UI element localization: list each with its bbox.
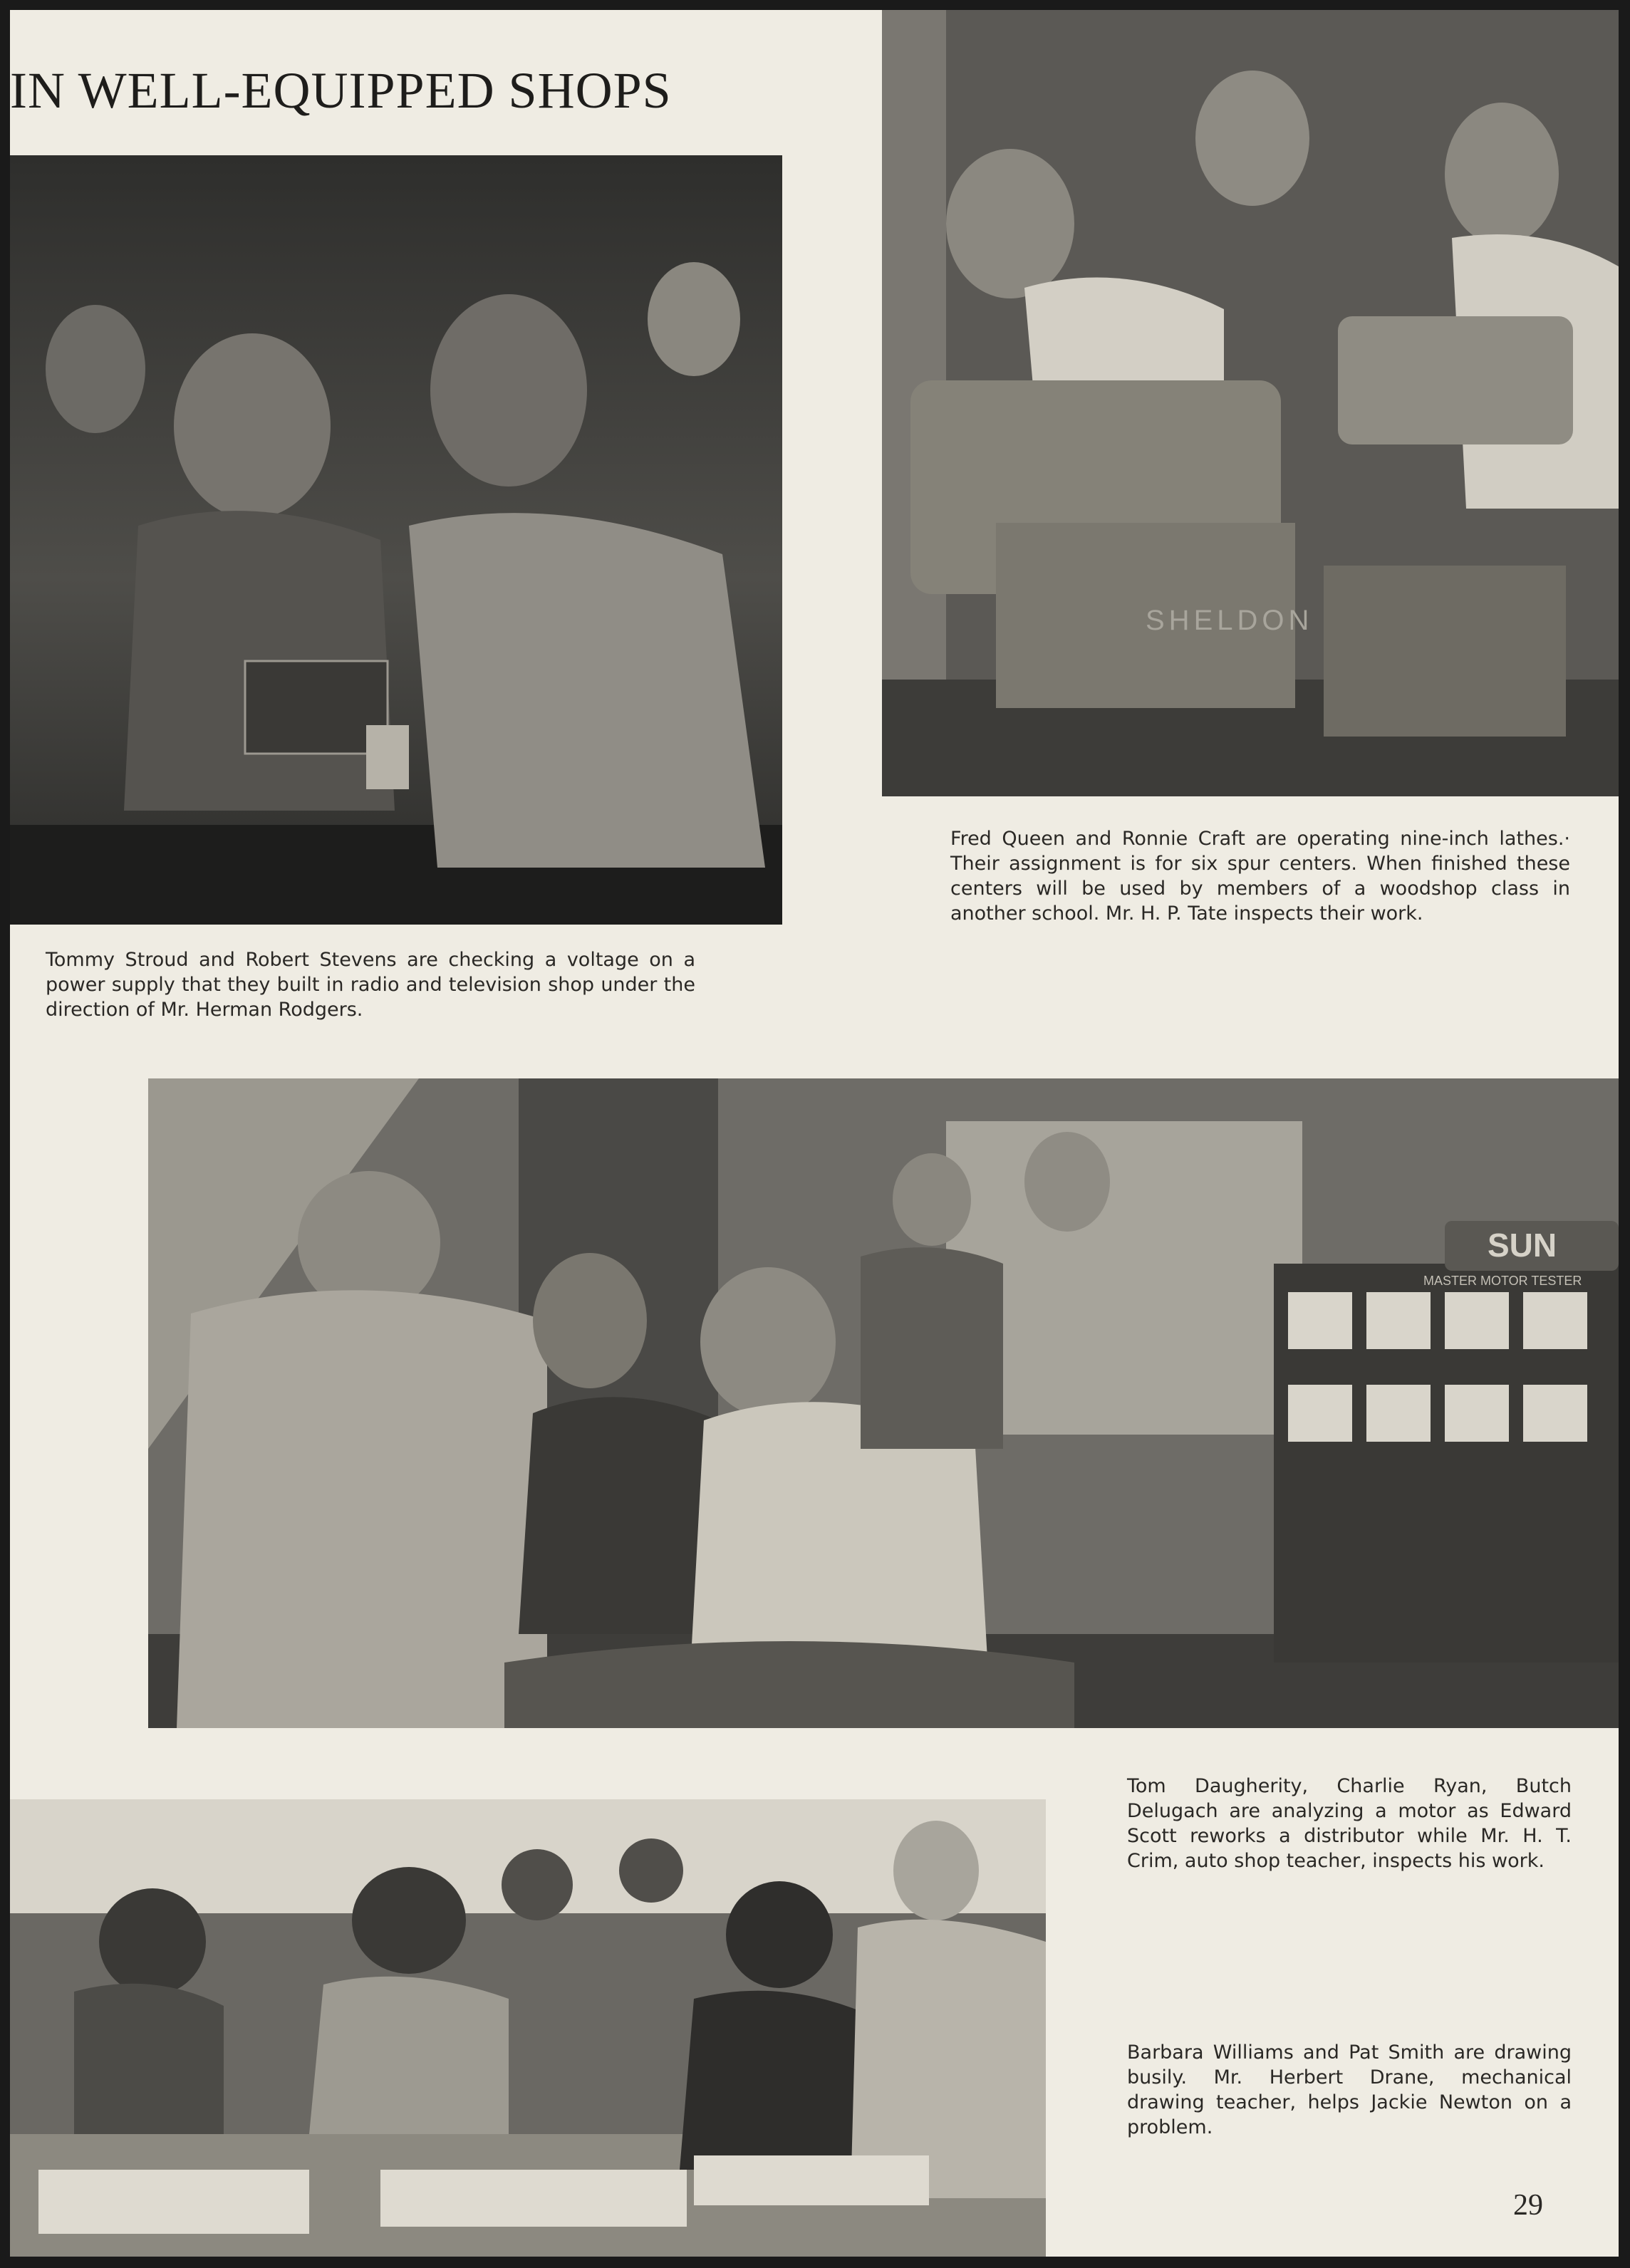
auto-shop-photo [148, 1078, 1619, 1728]
page-number: 29 [1513, 2189, 1543, 2222]
radio-shop-caption: Tommy Stroud and Robert Stevens are checking a voltage on a power supply that they built in radio and television shop under the direction of Mr. Herman Rodgers. [46, 949, 695, 1021]
lathes-image [882, 10, 1619, 796]
page-headline: IN WELL-EQUIPPED SHOPS [10, 62, 672, 119]
auto-shop-caption: Tom Daugherity, Charlie Ryan, Butch Delugach are analyzing a motor as Edward Scott reworks a distributor while Mr. H. T. Crim, auto shop teacher, inspects his work. [1127, 1775, 1572, 1872]
drawing-class-photo [10, 1799, 1046, 2257]
lathes-photo [882, 10, 1619, 796]
sun-logo-text: SUN [1488, 1227, 1557, 1264]
radio-shop-image [10, 155, 782, 925]
auto-shop-image [148, 1078, 1619, 1728]
yearbook-page [10, 10, 1619, 2257]
radio-shop-photo [10, 155, 782, 925]
sun-sublabel-text: MASTER MOTOR TESTER [1423, 1274, 1582, 1288]
lathes-caption: Fred Queen and Ronnie Craft are operating nine-inch lathes.· Their assignment is for six spur centers. When finished these centers will be used by members of a woodshop class in another school. Mr. H. P. Tate inspects their work. [950, 828, 1570, 925]
drawing-class-image [10, 1799, 1046, 2257]
drawing-class-caption: Barbara Williams and Pat Smith are drawing busily. Mr. Herbert Drane, mechanical drawing teacher, helps Jackie Newton on a problem. [1127, 2041, 1572, 2138]
lathe-brand-label: SHELDON [1146, 605, 1314, 636]
